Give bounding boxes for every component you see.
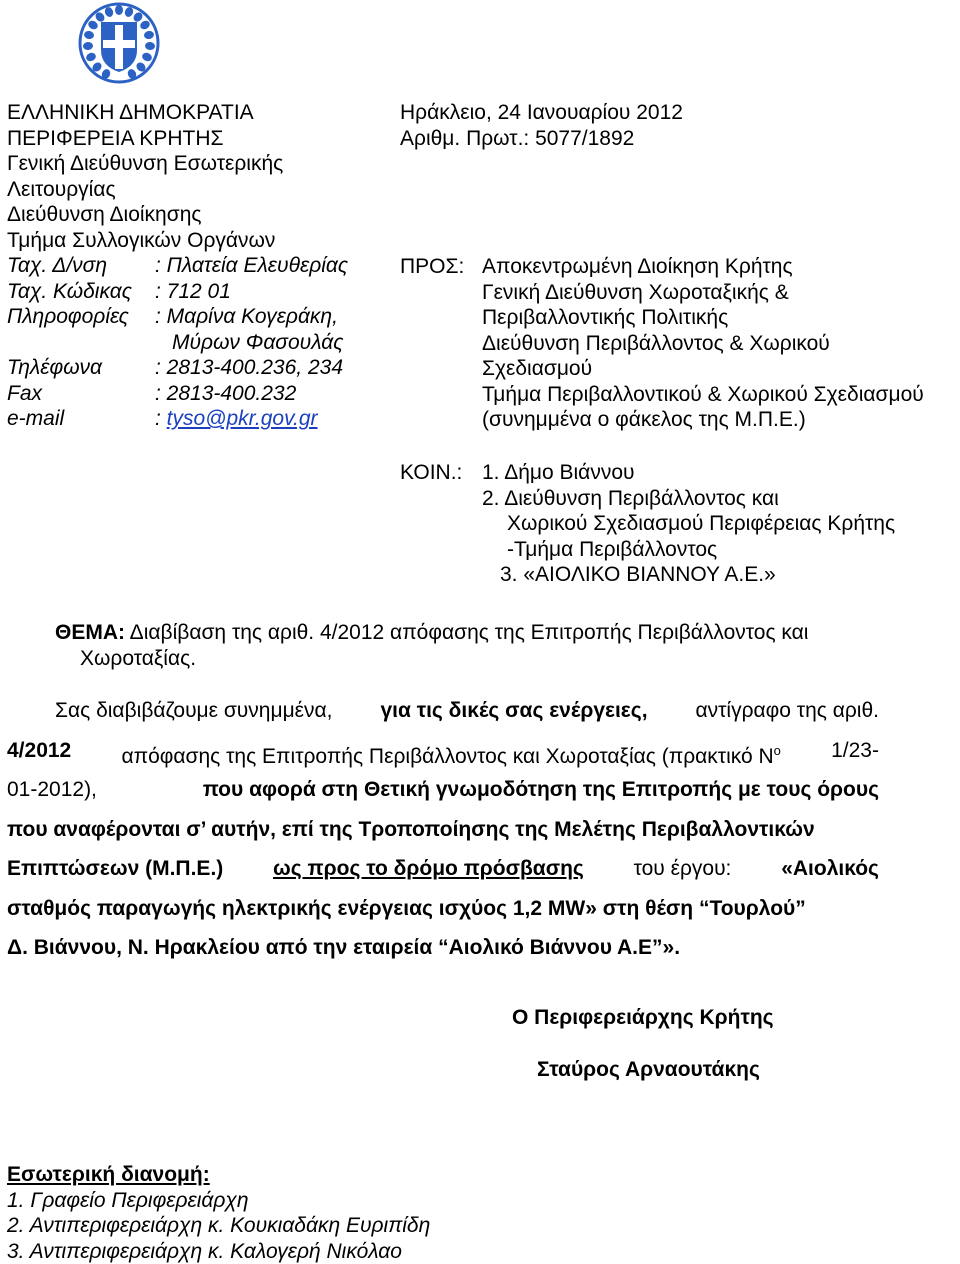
email-label: e-mail bbox=[7, 407, 65, 430]
body-l5-d: «Αιολικός bbox=[781, 857, 879, 880]
body-l2-b: απόφασης της Επιτροπής Περιβάλλοντος και Χωροταξίας (πρακτικό Ν bbox=[121, 744, 774, 768]
cc-item-2-dept: -Τμήμα Περιβάλλοντος bbox=[507, 537, 718, 561]
postcode-value: : 712 01 bbox=[155, 279, 231, 303]
email-link[interactable]: tyso@pkr.gov.gr bbox=[166, 407, 318, 430]
recipient-line: Αποκεντρωμένη Διοίκηση Κρήτης bbox=[482, 255, 793, 278]
info-label: Πληροφορίες bbox=[7, 305, 129, 328]
body-l6: σταθμός παραγωγής ηλεκτρικής ενέργειας ισχύος 1,2 MW» στη θέση “Τουρλού” bbox=[7, 896, 806, 920]
recipient-note: (συνημμένα ο φάκελος της Μ.Π.Ε.) bbox=[482, 408, 806, 431]
body-line-5 bbox=[7, 856, 879, 896]
cc-item-2: 2. Διεύθυνση Περιβάλλοντος και bbox=[482, 486, 779, 510]
recipient-dept: Τμήμα Περιβαλλοντικού & Χωρικού Σχεδιασμού bbox=[482, 382, 924, 406]
address-value: : Πλατεία Ελευθερίας bbox=[155, 254, 349, 277]
internal-distribution bbox=[7, 1162, 430, 1264]
postcode-label: Ταχ. Κώδικας bbox=[7, 279, 132, 303]
contact-row-postcode bbox=[7, 280, 387, 306]
body-line-1 bbox=[7, 698, 879, 738]
issuer-line: Γενική Διεύθυνση Εσωτερικής bbox=[7, 152, 284, 175]
issuer-line: Τμήμα Συλλογικών Οργάνων bbox=[7, 228, 276, 252]
date-protocol-block bbox=[400, 100, 683, 151]
recipient-line: Γενική Διεύθυνση Χωροταξικής & bbox=[482, 280, 789, 304]
body-l2-sup: ο bbox=[773, 742, 781, 758]
email-value-wrap bbox=[155, 407, 318, 431]
address-label: Ταχ. Δ/νση bbox=[7, 254, 107, 277]
phone-value: : 2813-400.236, 234 bbox=[155, 356, 343, 379]
body-paragraph bbox=[7, 698, 879, 975]
cc-recipients bbox=[482, 460, 895, 588]
contact-details bbox=[7, 254, 387, 433]
contact-row-info-2 bbox=[7, 331, 387, 357]
body-line-7 bbox=[7, 935, 879, 975]
issuer-line: ΠΕΡΙΦΕΡΕΙΑ ΚΡΗΤΗΣ bbox=[7, 126, 224, 150]
subject-line bbox=[55, 620, 808, 646]
cc-item-3: 3. «ΑΙΟΛΙΚΟ ΒΙΑΝΝΟΥ Α.Ε.» bbox=[500, 563, 776, 586]
fax-label: Fax bbox=[7, 381, 43, 405]
subject-text-1: Διαβίβαση της αριθ. bbox=[125, 621, 320, 644]
to-label: ΠΡΟΣ: bbox=[400, 255, 465, 278]
distribution-item: 2. Αντιπεριφερειάρχη κ. Κουκιαδάκη Ευριπίδη bbox=[7, 1214, 431, 1237]
contact-row-email bbox=[7, 407, 387, 433]
body-l7: Δ. Βιάννου, Ν. Ηρακλείου από την εταιρεία “Αιολικό Βιάννου Α.Ε”». bbox=[7, 936, 681, 959]
recipient-line: Διεύθυνση Περιβάλλοντος & Χωρικού bbox=[482, 331, 830, 355]
protocol-number: Αριθμ. Πρωτ.: 5077/1892 bbox=[400, 126, 635, 150]
recipient-line: Περιβαλλοντικής Πολιτικής bbox=[482, 306, 729, 329]
contact-row-address bbox=[7, 254, 387, 280]
issuer-line: Διεύθυνση Διοίκησης bbox=[7, 203, 202, 226]
body-line-3 bbox=[7, 777, 879, 817]
body-line-6 bbox=[7, 896, 879, 936]
distribution-item: 3. Αντιπεριφερειάρχη κ. Καλογερή Νικόλαο bbox=[7, 1239, 402, 1263]
body-line-2 bbox=[7, 738, 879, 778]
body-l2-b-wrap bbox=[121, 738, 780, 778]
signatory-title: Ο Περιφερειάρχης Κρήτης bbox=[512, 1006, 774, 1029]
body-l5-c: του έργου: bbox=[633, 857, 732, 880]
body-l3-b: που αφορά στη Θετική γνωμοδότηση της Επιτροπής με τους όρους bbox=[202, 778, 879, 801]
subject-block bbox=[55, 620, 808, 672]
body-l1-a: Σας διαβιβάζουμε συνημμένα, bbox=[55, 699, 333, 722]
subject-label: ΘΕΜΑ: bbox=[55, 621, 125, 644]
subject-number: 4/2012 bbox=[319, 621, 385, 644]
issuer-line: Λειτουργίας bbox=[7, 177, 116, 201]
subject-text-3: Χωροταξίας. bbox=[80, 647, 197, 670]
cc-label: ΚΟΙΝ.: bbox=[400, 461, 463, 484]
body-line-4 bbox=[7, 817, 879, 857]
info-value-2: Μύρων Φασουλάς bbox=[172, 330, 344, 354]
issuer-block bbox=[7, 100, 283, 253]
issuer-line: ΕΛΛΗΝΙΚΗ ΔΗΜΟΚΡΑΤΙΑ bbox=[7, 101, 254, 124]
body-l2-a: 4/2012 bbox=[7, 738, 72, 762]
cc-item-2-cont: Χωρικού Σχεδιασμού Περιφέρειας Κρήτης bbox=[507, 512, 896, 535]
contact-row-info bbox=[7, 305, 387, 331]
distribution-heading: Εσωτερική διανομή: bbox=[7, 1163, 210, 1186]
body-l1-b: για τις δικές σας ενέργειες, bbox=[380, 699, 648, 722]
fax-value: : 2813-400.232 bbox=[155, 381, 297, 405]
body-l3-a: 01-2012), bbox=[7, 778, 97, 801]
body-l1-c: αντίγραφο της αριθ. bbox=[695, 699, 879, 722]
cc-item-1: 1. Δήμο Βιάννου bbox=[482, 461, 635, 484]
phone-label: Τηλέφωνα bbox=[7, 356, 103, 379]
body-l5-a: Επιπτώσεων (Μ.Π.Ε.) bbox=[7, 857, 224, 880]
email-prefix: : bbox=[155, 407, 167, 430]
body-l5-b: ως προς το δρόμο πρόσβασης bbox=[273, 857, 584, 880]
place-date: Ηράκλειο, 24 Ιανουαρίου 2012 bbox=[400, 101, 683, 124]
distribution-item: 1. Γραφείο Περιφερειάρχη bbox=[7, 1188, 249, 1212]
signatory-name: Σταύρος Αρναουτάκης bbox=[537, 1058, 760, 1081]
info-value: : Μαρίνα Κογεράκη, bbox=[155, 305, 338, 328]
subject-text-2: απόφασης της Επιτροπής Περιβάλλοντος και bbox=[384, 621, 809, 644]
body-l4: που αναφέρονται σ’ αυτήν, επί της Τροποποίησης της Μελέτης Περιβαλλοντικών bbox=[7, 817, 815, 841]
body-l2-c: 1/23- bbox=[831, 738, 879, 762]
contact-row-fax bbox=[7, 382, 387, 408]
greek-coat-of-arms-icon bbox=[78, 2, 160, 84]
contact-row-phone bbox=[7, 356, 387, 382]
to-recipients bbox=[482, 254, 924, 433]
recipient-line: Σχεδιασμού bbox=[482, 357, 593, 380]
